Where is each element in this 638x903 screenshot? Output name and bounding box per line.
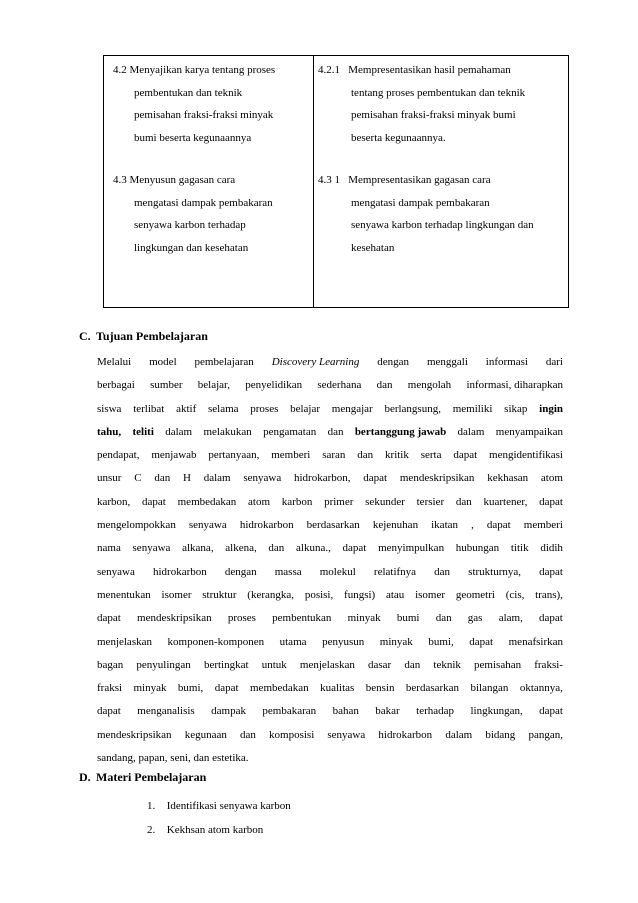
paragraph-word: bakar bbox=[375, 705, 400, 718]
paragraph-word: menafsirkan bbox=[508, 635, 563, 648]
item-line: kesehatan bbox=[351, 241, 395, 254]
paragraph-line bbox=[97, 351, 563, 374]
paragraph-line bbox=[97, 561, 563, 584]
paragraph-word: dapat bbox=[539, 495, 563, 508]
paragraph-word: dan bbox=[268, 542, 285, 555]
paragraph-word: aktif bbox=[176, 402, 197, 415]
paragraph-line bbox=[97, 467, 563, 490]
paragraph-word: menentukan bbox=[97, 588, 151, 601]
paragraph-word: C bbox=[134, 472, 142, 485]
paragraph-line bbox=[97, 398, 563, 421]
paragraph-word: pembakaran bbox=[262, 705, 317, 718]
paragraph-word: siswa bbox=[97, 402, 122, 415]
paragraph-word: pertanyaan, bbox=[208, 449, 260, 462]
paragraph-word: bumi, bbox=[428, 635, 454, 648]
paragraph-word: teknik bbox=[433, 658, 461, 671]
paragraph-word: informasi bbox=[485, 356, 528, 368]
paragraph-word: mengidentifikasi bbox=[489, 449, 563, 462]
paragraph-word: dapat bbox=[486, 519, 511, 532]
paragraph-word: H bbox=[182, 472, 191, 485]
paragraph-line bbox=[97, 537, 563, 560]
paragraph-word: kualitas bbox=[320, 682, 355, 695]
paragraph-word: sekunder bbox=[365, 495, 405, 508]
paragraph-word: (cis, bbox=[505, 588, 525, 601]
paragraph-word: unsur bbox=[97, 472, 122, 485]
paragraph-word: minyak bbox=[379, 635, 413, 648]
paragraph-word: alkena, bbox=[225, 542, 257, 555]
paragraph-word: kekhasan bbox=[487, 472, 529, 485]
paragraph-word: oktannya, bbox=[519, 682, 563, 695]
paragraph-word: penyelidikan bbox=[245, 379, 303, 392]
paragraph-word: kritik bbox=[385, 449, 409, 462]
paragraph-word: bahan bbox=[332, 705, 359, 718]
paragraph-word: trans), bbox=[535, 588, 563, 601]
paragraph-word: dalam bbox=[445, 728, 473, 741]
paragraph-word: untuk bbox=[261, 658, 287, 671]
paragraph-word: berlangsung, bbox=[384, 402, 441, 415]
paragraph-word: pembelajaran bbox=[194, 356, 254, 368]
paragraph-word: mendeskripsikan bbox=[399, 472, 475, 485]
paragraph-line bbox=[97, 700, 563, 723]
paragraph-word: fraksi- bbox=[534, 658, 563, 671]
paragraph-word: melakukan bbox=[203, 425, 252, 438]
paragraph-word: dapat bbox=[363, 472, 388, 485]
paragraph-word: sumber bbox=[150, 379, 183, 392]
paragraph-word: dalam bbox=[457, 425, 485, 438]
paragraph-word: didih bbox=[540, 542, 563, 555]
paragraph-word: alam, bbox=[498, 612, 523, 625]
paragraph-word: pendapat, bbox=[97, 449, 140, 462]
list-item-number: 1. bbox=[147, 800, 156, 812]
paragraph-word: informasi, diharapkan bbox=[466, 379, 563, 392]
paragraph-word: mengelompokkan bbox=[97, 519, 176, 532]
paragraph-word: , bbox=[471, 519, 474, 532]
paragraph-word: dapat bbox=[97, 612, 121, 625]
paragraph-word: molekul bbox=[319, 565, 356, 578]
paragraph-word: menjelaskan bbox=[299, 658, 355, 671]
list-item bbox=[147, 818, 291, 842]
paragraph-word: terlibat bbox=[133, 402, 165, 415]
paragraph-word: menganalisis bbox=[137, 705, 195, 718]
competency-item-4-2 bbox=[113, 59, 275, 149]
section-c-heading bbox=[79, 326, 208, 346]
paragraph-word: isomer bbox=[415, 588, 446, 601]
item-line: mengatasi dampak pembakaran bbox=[351, 196, 490, 209]
indicator-item-4-3-1 bbox=[318, 169, 534, 259]
item-line: Mempresentasikan hasil pemahaman bbox=[348, 64, 511, 76]
paragraph-word: dan bbox=[154, 472, 171, 485]
paragraph-word: minyak bbox=[133, 682, 167, 695]
item-line: Menyajikan karya tentang proses bbox=[129, 64, 276, 76]
paragraph-word: tersier bbox=[416, 495, 445, 508]
paragraph-word: dan bbox=[327, 425, 344, 438]
paragraph-word: bilangan bbox=[470, 682, 509, 695]
item-line: senyawa karbon terhadap bbox=[134, 219, 246, 232]
paragraph-word: proses bbox=[227, 612, 256, 625]
section-title: Tujuan Pembelajaran bbox=[96, 329, 208, 343]
paragraph-word: posisi, bbox=[304, 588, 334, 601]
paragraph-word: sederhana bbox=[317, 379, 362, 392]
paragraph-word: mendeskripsikan bbox=[97, 728, 172, 741]
paragraph-word: minyak bbox=[347, 612, 381, 625]
paragraph-word: dengan bbox=[377, 356, 410, 368]
paragraph-word: gas bbox=[467, 612, 483, 625]
paragraph-word: strukturnya, bbox=[468, 565, 522, 578]
section-title: Materi Pembelajaran bbox=[96, 770, 207, 784]
paragraph-word: fungsi) bbox=[344, 588, 376, 601]
item-number: 4.2 bbox=[113, 64, 127, 76]
competency-table bbox=[103, 55, 569, 308]
paragraph-line bbox=[97, 631, 563, 654]
paragraph-word: relatifnya bbox=[373, 565, 417, 578]
paragraph-line bbox=[97, 584, 563, 607]
competency-item-4-3 bbox=[113, 169, 273, 259]
item-line: pemisahan fraksi-fraksi minyak bumi bbox=[351, 109, 516, 122]
section-letter: D. bbox=[79, 770, 91, 784]
paragraph-line bbox=[97, 724, 563, 747]
paragraph-word: dan bbox=[357, 449, 374, 462]
indicator-item-4-2-1 bbox=[318, 59, 525, 149]
item-line: senyawa karbon terhadap lingkungan dan bbox=[351, 219, 534, 232]
paragraph-word: pengamatan bbox=[263, 425, 317, 438]
paragraph-word: karbon, bbox=[97, 495, 131, 508]
paragraph-word: dasar bbox=[368, 658, 392, 671]
paragraph-word: kuartener, bbox=[483, 495, 528, 508]
paragraph-word: struktur bbox=[202, 588, 237, 601]
paragraph-word: hidrokarbon, bbox=[294, 472, 351, 485]
paragraph-line bbox=[97, 491, 563, 514]
paragraph-word: alkuna., bbox=[296, 542, 331, 555]
paragraph-word: senyawa bbox=[327, 728, 366, 741]
paragraph-word: alkana, bbox=[182, 542, 214, 555]
paragraph-word: membedakan bbox=[177, 495, 237, 508]
paragraph-word: dan bbox=[404, 658, 421, 671]
list-item-number: 2. bbox=[147, 824, 156, 836]
paragraph-line bbox=[97, 421, 563, 444]
paragraph-word: ingin bbox=[539, 402, 563, 415]
item-number: 4.3 bbox=[113, 174, 127, 186]
paragraph-word: dan bbox=[239, 728, 256, 741]
paragraph-word: pemisahan bbox=[474, 658, 522, 671]
paragraph-word: penyusun bbox=[322, 635, 365, 648]
paragraph-word: teliti bbox=[132, 425, 154, 438]
item-line: bumi beserta kegunaannya bbox=[134, 131, 252, 144]
paragraph-word: tahu, bbox=[97, 425, 122, 438]
paragraph-word: menyimpulkan bbox=[378, 542, 445, 555]
paragraph-word: komponen-komponen bbox=[167, 635, 265, 648]
paragraph-line bbox=[97, 514, 563, 537]
item-line: pemisahan fraksi-fraksi minyak bbox=[134, 109, 274, 122]
item-line: mengatasi dampak pembakaran bbox=[134, 196, 273, 209]
paragraph-word: bertanggung jawab bbox=[354, 425, 447, 438]
paragraph-word: Melalui bbox=[97, 356, 132, 368]
paragraph-word: hubungan bbox=[455, 542, 500, 555]
paragraph-line bbox=[97, 607, 563, 630]
paragraph-word: memberi bbox=[523, 519, 563, 532]
indicator-column-right bbox=[314, 56, 568, 307]
paragraph-word: menjawab bbox=[151, 449, 197, 462]
item-line: Menyusun gagasan cara bbox=[129, 174, 236, 186]
paragraph-word: karbon bbox=[281, 495, 313, 508]
paragraph-word: Discovery Learning bbox=[271, 356, 360, 368]
paragraph-word: berdasarkan bbox=[306, 519, 360, 532]
item-line: Mempresentasikan gagasan cara bbox=[348, 174, 491, 186]
paragraph-word: dengan bbox=[224, 565, 257, 578]
paragraph-word: dalam bbox=[165, 425, 193, 438]
paragraph-word: dari bbox=[545, 356, 563, 368]
paragraph-word: menggali bbox=[426, 356, 468, 368]
paragraph-word: berdasarkan bbox=[405, 682, 460, 695]
paragraph-word: hidrokarbon bbox=[239, 519, 294, 532]
paragraph-word: (kerangka, bbox=[247, 588, 295, 601]
paragraph-word: serta bbox=[420, 449, 442, 462]
item-line: beserta kegunaannya. bbox=[351, 131, 446, 144]
competency-column-left bbox=[104, 56, 314, 307]
paragraph-word: kejenuhan bbox=[372, 519, 419, 532]
paragraph-word: dapat bbox=[469, 635, 494, 648]
paragraph-word: mendeskripsikan bbox=[137, 612, 212, 625]
paragraph-word: membedakan bbox=[250, 682, 309, 695]
paragraph-word: primer bbox=[324, 495, 354, 508]
paragraph-word: memiliki bbox=[452, 402, 493, 415]
paragraph-word: berbagai bbox=[97, 379, 135, 392]
paragraph-word: memberi bbox=[271, 449, 311, 462]
list-item bbox=[147, 794, 291, 818]
paragraph-word: utama bbox=[279, 635, 307, 648]
paragraph-word: penyulingan bbox=[136, 658, 191, 671]
paragraph-line bbox=[97, 654, 563, 677]
paragraph-word: geometri bbox=[455, 588, 495, 601]
paragraph-word: senyawa bbox=[97, 565, 135, 578]
paragraph-word: dapat bbox=[142, 495, 166, 508]
item-line: pembentukan dan teknik bbox=[134, 86, 243, 99]
paragraph-word: pembentukan bbox=[272, 612, 332, 625]
paragraph-word: senyawa bbox=[188, 519, 227, 532]
paragraph-word: dan bbox=[434, 565, 451, 578]
paragraph-word: dapat bbox=[214, 682, 239, 695]
paragraph-word: titik bbox=[510, 542, 529, 555]
item-number: 4.3 1 bbox=[318, 174, 340, 186]
paragraph-word: saran bbox=[322, 449, 346, 462]
list-item-text: Identifikasi senyawa karbon bbox=[166, 800, 291, 812]
item-line: tentang proses pembentukan dan teknik bbox=[351, 86, 526, 99]
section-letter: C. bbox=[79, 329, 91, 343]
paragraph-word: menjelaskan bbox=[97, 635, 152, 648]
paragraph-line bbox=[97, 677, 563, 700]
paragraph-word: bertingkat bbox=[203, 658, 249, 671]
paragraph-word: komposisi bbox=[269, 728, 315, 741]
paragraph-word: dapat bbox=[97, 705, 121, 718]
paragraph-word: senyawa bbox=[132, 542, 171, 555]
paragraph-word: bensin bbox=[365, 682, 395, 695]
item-line: lingkungan dan kesehatan bbox=[134, 241, 249, 254]
paragraph-word: hidrokarbon bbox=[378, 728, 433, 741]
paragraph-word: terhadap bbox=[416, 705, 455, 718]
list-item-text: Kekhsan atom karbon bbox=[166, 824, 264, 836]
paragraph-word: pangan, bbox=[528, 728, 563, 741]
paragraph-word: sandang, papan, seni, dan estetika. bbox=[97, 752, 249, 765]
paragraph-word: dan bbox=[455, 495, 472, 508]
paragraph-word: lingkungan, bbox=[470, 705, 523, 718]
paragraph-word: dalam bbox=[203, 472, 231, 485]
paragraph-word: fraksi bbox=[97, 682, 123, 695]
paragraph-word: nama bbox=[97, 542, 121, 555]
paragraph-word: bidang bbox=[485, 728, 516, 741]
paragraph-word: belajar, bbox=[197, 379, 231, 392]
paragraph-word: senyawa bbox=[243, 472, 282, 485]
paragraph-word: dapat bbox=[453, 449, 478, 462]
paragraph-word: dampak bbox=[211, 705, 246, 718]
paragraph-word: dapat bbox=[539, 705, 563, 718]
paragraph-word: sikap bbox=[504, 402, 528, 415]
paragraph-word: proses bbox=[250, 402, 279, 415]
paragraph-line bbox=[97, 444, 563, 467]
paragraph-word: dapat bbox=[539, 612, 563, 625]
paragraph-word: massa bbox=[274, 565, 302, 578]
paragraph-word: atom bbox=[540, 472, 563, 485]
paragraph-word: menyampaikan bbox=[495, 425, 563, 438]
paragraph-word: model bbox=[149, 356, 177, 368]
paragraph-word: mengajar bbox=[331, 402, 373, 415]
learning-objectives-paragraph bbox=[97, 351, 563, 770]
paragraph-word: hidrokarbon bbox=[152, 565, 207, 578]
paragraph-word: dan bbox=[435, 612, 452, 625]
paragraph-word: kegunaan bbox=[184, 728, 227, 741]
paragraph-word: bumi, bbox=[177, 682, 204, 695]
paragraph-word: atau bbox=[385, 588, 405, 601]
paragraph-word: bagan bbox=[97, 658, 124, 671]
item-number: 4.2.1 bbox=[318, 64, 340, 76]
paragraph-word: bumi bbox=[396, 612, 420, 625]
paragraph-word: dan bbox=[376, 379, 393, 392]
paragraph-word: selama bbox=[207, 402, 239, 415]
paragraph-word: mengolah bbox=[407, 379, 452, 392]
paragraph-word: dapat bbox=[539, 565, 563, 578]
paragraph-word: dapat bbox=[342, 542, 367, 555]
paragraph-word: ikatan bbox=[431, 519, 459, 532]
paragraph-word: isomer bbox=[161, 588, 192, 601]
paragraph-line bbox=[97, 374, 563, 397]
section-d-heading bbox=[79, 767, 206, 787]
paragraph-word: atom bbox=[248, 495, 271, 508]
paragraph-word: belajar bbox=[290, 402, 321, 415]
material-list bbox=[147, 794, 291, 842]
